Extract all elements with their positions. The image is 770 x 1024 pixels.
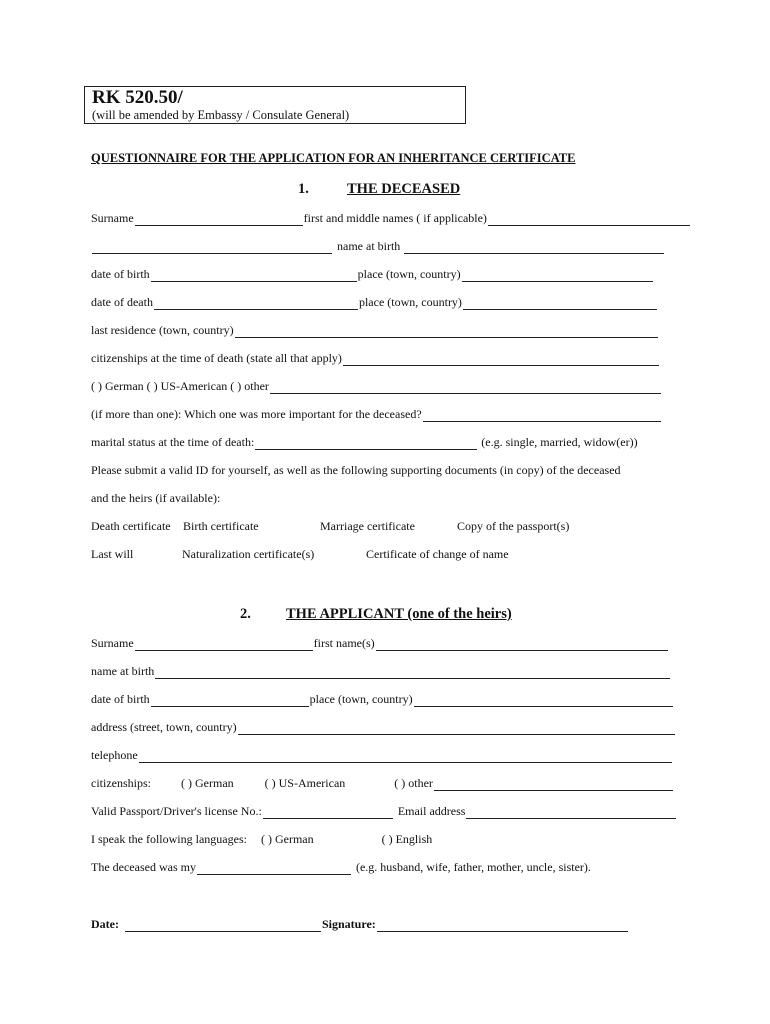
section-2-title: THE APPLICANT (one of the heirs): [286, 606, 512, 622]
passport-number-field[interactable]: [263, 807, 393, 819]
applicant-place-of-birth-field[interactable]: [414, 695, 673, 707]
section-1-title: THE DECEASED: [347, 181, 461, 197]
citizenships-death-label: citizenships at the time of death (state all that apply): [91, 351, 342, 365]
applicant-telephone-field[interactable]: [139, 751, 672, 763]
signature-row: [91, 916, 629, 932]
section-2-heading: [240, 606, 540, 624]
deceased-name-row: [91, 210, 691, 226]
relationship-field[interactable]: [197, 863, 351, 875]
date-of-death-label: date of death: [91, 295, 153, 309]
submit-note-row: [91, 462, 691, 478]
applicant-citizenship-other-field[interactable]: [434, 779, 673, 791]
place-of-birth-label: place (town, country): [357, 267, 461, 281]
form-title: QUESTIONNAIRE FOR THE APPLICATION FOR AN INHERITANCE CERTIFICATE: [91, 151, 576, 165]
applicant-name-at-birth-field[interactable]: [155, 667, 670, 679]
name-at-birth-label: name at birth: [337, 239, 401, 253]
relationship-row: [91, 859, 691, 875]
last-residence-label: last residence (town, country): [91, 323, 234, 337]
doc-name-change-certificate: Certificate of change of name: [366, 547, 509, 561]
applicant-surname-field[interactable]: [135, 639, 313, 651]
applicant-opt-other[interactable]: ( ) other: [394, 776, 433, 790]
submit-note-row-2: [91, 490, 691, 506]
applicant-opt-us-american[interactable]: ( ) US-American: [264, 776, 346, 790]
applicant-surname-label: Surname: [91, 636, 134, 650]
applicant-address-label: address (street, town, country): [91, 720, 237, 734]
marital-status-field[interactable]: [255, 438, 477, 450]
applicant-name-row: [91, 635, 669, 651]
reference-box: [84, 86, 466, 124]
marital-status-row: [91, 434, 667, 450]
deceased-name-at-birth-field[interactable]: [404, 242, 664, 254]
applicant-citizenships-label: citizenships:: [91, 776, 151, 790]
deceased-place-of-death-field[interactable]: [463, 298, 657, 310]
passport-label: Valid Passport/Driver's license No.:: [91, 804, 262, 818]
doc-death-certificate: Death certificate: [91, 519, 171, 533]
doc-marriage-certificate: Marriage certificate: [320, 519, 415, 533]
applicant-first-names-label: first name(s): [313, 636, 375, 650]
applicant-place-of-birth-label: place (town, country): [309, 692, 413, 706]
deceased-was-label: The deceased was my: [91, 860, 196, 874]
deceased-names-cont-field[interactable]: [92, 242, 332, 254]
applicant-passport-row: [91, 803, 677, 819]
languages-label: I speak the following languages:: [91, 832, 247, 846]
submit-note-2: and the heirs (if available):: [91, 491, 221, 505]
applicant-birth-row: [91, 691, 674, 707]
deceased-death-row: [91, 294, 658, 310]
deceased-birthname-row: [91, 238, 665, 254]
last-residence-row: [91, 322, 659, 338]
first-middle-names-label: first and middle names ( if applicable): [303, 211, 487, 225]
section-1-heading: [298, 181, 498, 199]
submit-note: Please submit a valid ID for yourself, as well as the following supporting documents (in copy) of the deceased: [91, 463, 621, 477]
citizenships-death-row: [91, 350, 660, 366]
language-english-option[interactable]: ( ) English: [381, 832, 433, 846]
applicant-birthname-row: [91, 663, 671, 679]
deceased-date-of-birth-field[interactable]: [151, 270, 357, 282]
relationship-examples: (e.g. husband, wife, father, mother, uncle, sister).: [355, 860, 591, 874]
reference-number: RK 520.50/: [92, 87, 183, 108]
applicant-address-row: [91, 719, 676, 735]
doc-passport-copy: Copy of the passport(s): [457, 519, 570, 533]
applicant-telephone-row: [91, 747, 673, 763]
doc-naturalization-certificate: Naturalization certificate(s): [182, 547, 315, 561]
citizenship-other-field[interactable]: [270, 382, 661, 394]
date-field[interactable]: [125, 920, 321, 932]
deceased-surname-field[interactable]: [135, 214, 303, 226]
applicant-telephone-label: telephone: [91, 748, 138, 762]
applicant-date-of-birth-label: date of birth: [91, 692, 150, 706]
more-than-one-label: (if more than one): Which one was more important for the deceased?: [91, 407, 422, 421]
place-of-death-label: place (town, country): [358, 295, 462, 309]
deceased-birth-row: [91, 266, 654, 282]
last-residence-field[interactable]: [235, 326, 658, 338]
reference-note: (will be amended by Embassy / Consulate General): [92, 108, 350, 122]
deceased-date-of-death-field[interactable]: [154, 298, 358, 310]
marital-examples: (e.g. single, married, widow(er)): [481, 435, 638, 449]
doc-last-will: Last will: [91, 547, 134, 561]
applicant-date-of-birth-field[interactable]: [151, 695, 309, 707]
applicant-name-at-birth-label: name at birth: [91, 664, 155, 678]
deceased-first-names-field[interactable]: [488, 214, 690, 226]
applicant-opt-german[interactable]: ( ) German: [181, 776, 234, 790]
date-label: Date:: [91, 917, 119, 931]
surname-label: Surname: [91, 211, 134, 225]
email-field[interactable]: [466, 807, 676, 819]
email-label: Email address: [397, 804, 466, 818]
important-citizenship-field[interactable]: [423, 410, 661, 422]
section-2-number: 2.: [240, 606, 251, 622]
applicant-first-names-field[interactable]: [376, 639, 668, 651]
deceased-place-of-birth-field[interactable]: [462, 270, 653, 282]
signature-label: Signature:: [321, 917, 376, 931]
important-citizenship-row: [91, 406, 662, 422]
citizenships-death-field[interactable]: [343, 354, 659, 366]
marital-status-label: marital status at the time of death:: [91, 435, 255, 449]
section-1-number: 1.: [298, 181, 309, 197]
citizenship-options-row: [91, 378, 662, 394]
applicant-languages-row: [91, 831, 691, 847]
applicant-citizenships-row: [91, 775, 674, 791]
signature-field[interactable]: [377, 920, 628, 932]
doc-birth-certificate: Birth certificate: [183, 519, 259, 533]
language-german-option[interactable]: ( ) German: [260, 832, 314, 846]
citizenship-options: ( ) German ( ) US-American ( ) other: [91, 379, 269, 393]
date-of-birth-label: date of birth: [91, 267, 150, 281]
applicant-address-field[interactable]: [238, 723, 675, 735]
